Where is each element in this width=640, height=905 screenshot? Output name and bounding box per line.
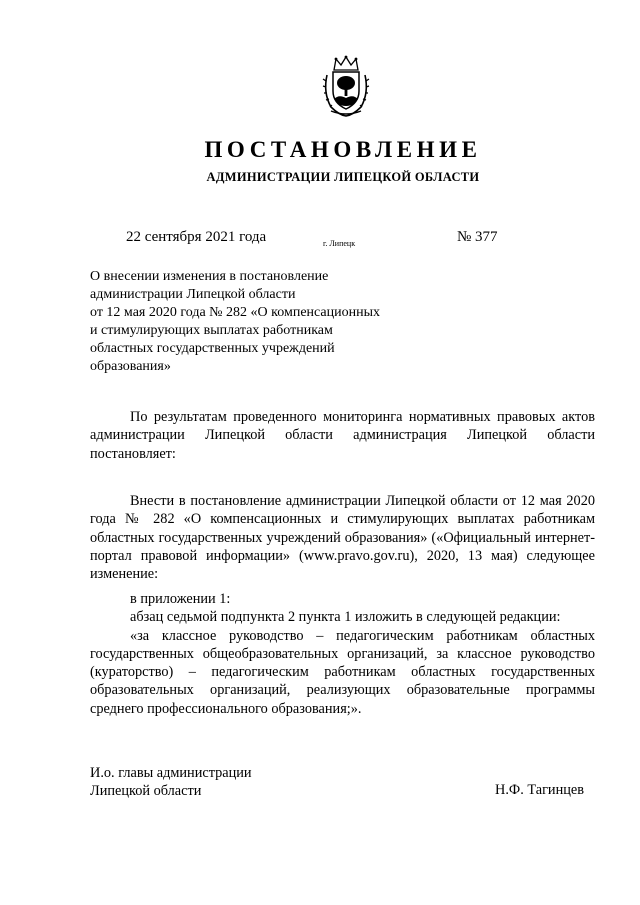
- subject-line: и стимулирующих выплатах работникам: [90, 323, 333, 338]
- amendment-block: [90, 590, 595, 718]
- signatory-name: Н.Ф. Тагинцев: [495, 782, 584, 798]
- body-paragraph: По результатам проведенного мониторинга нормативных правовых актов администрации Липецкой области администрация Липецкой области постановляет:: [90, 409, 595, 462]
- body-paragraph: Внести в постановление администрации Липецкой области от 12 мая 2020 года № 282 «О компенсационных и стимулирующих выплатах работникам областных государственных учреждений образования» («Официальный интернет-портал правовой информации» (www.pravo.gov.ru), 2020, 13 мая) следующее изменение:: [90, 493, 595, 583]
- document-date: 22 сентября 2021 года: [126, 229, 267, 245]
- amendment-line: в приложении 1:: [130, 591, 231, 607]
- document-subtitle: АДМИНИСТРАЦИИ ЛИПЕЦКОЙ ОБЛАСТИ: [206, 170, 480, 184]
- signatory-position: [90, 764, 252, 800]
- amendment-line: абзац седьмой подпункта 2 пункта 1 изложить в следующей редакции:: [130, 609, 561, 626]
- document-subject: [90, 268, 420, 376]
- document-title: ПОСТАНОВЛЕНИЕ: [204, 137, 482, 162]
- subject-line: от 12 мая 2020 года № 282 «О компенсационных: [90, 305, 381, 320]
- subject-line: областных государственных учреждений: [90, 341, 335, 356]
- signatory-position-line: И.о. главы администрации: [90, 765, 252, 781]
- subject-line: О внесении изменения в постановление: [90, 269, 329, 284]
- document-place: г. Липецк: [323, 239, 356, 248]
- subject-line: образования»: [90, 359, 171, 374]
- amendment-quote: «за классное руководство – педагогическим работникам областных государственных общеобразовательных организаций, за классное руководство (кураторство) – педагогическим работникам областных государственных образовательных организаций, реализующих образовательные программы среднего профессионального образования;».: [90, 627, 595, 717]
- signatory-position-line: Липецкой области: [90, 783, 202, 799]
- lipetsk-coat-of-arms-icon: [321, 55, 371, 117]
- document-number: № 377: [457, 229, 498, 245]
- subject-line: администрации Липецкой области: [90, 287, 296, 302]
